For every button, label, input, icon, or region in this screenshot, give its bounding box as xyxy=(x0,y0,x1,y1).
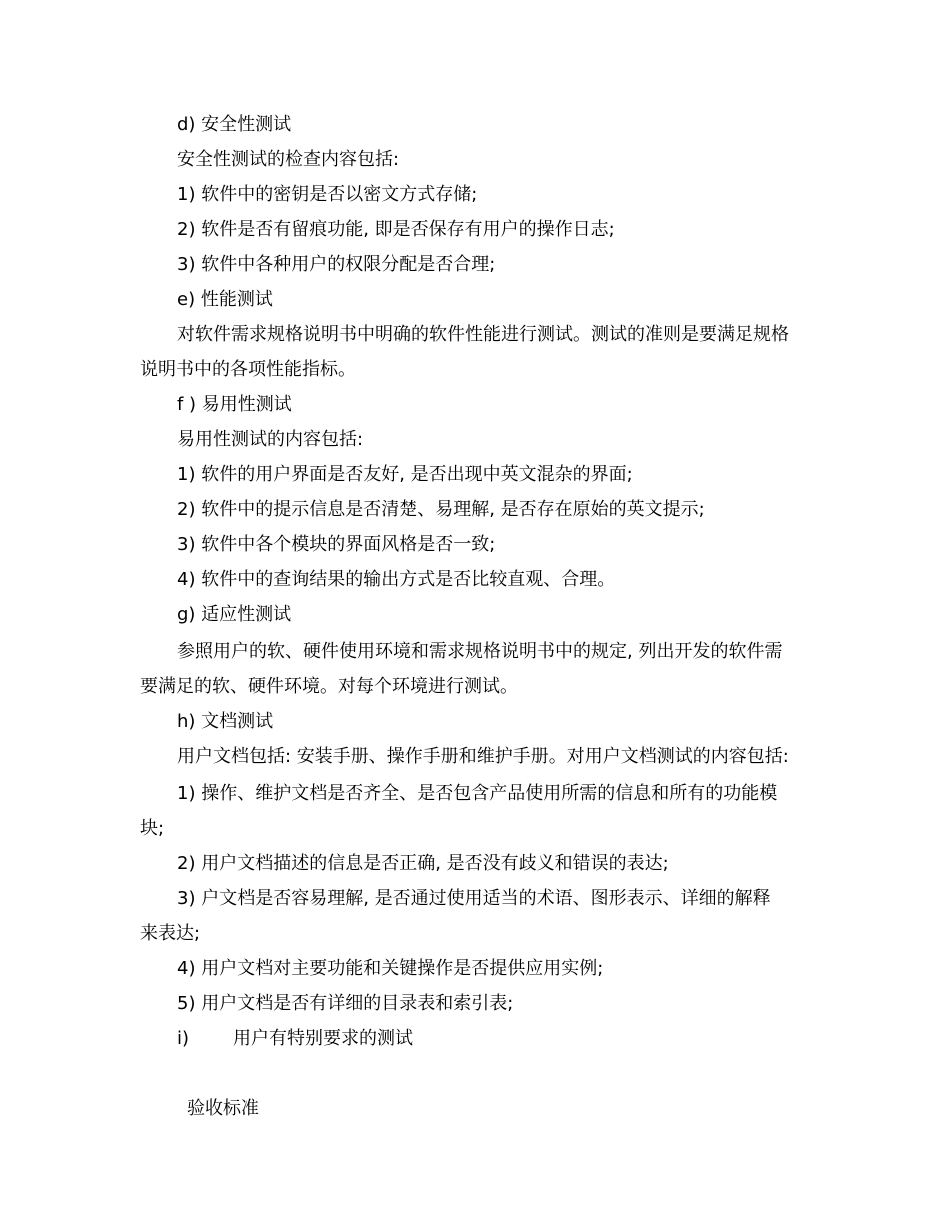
list-item: 5) 用户文档是否有详细的目录表和索引表; xyxy=(177,993,514,1014)
list-item: 2) 软件中的提示信息是否清楚、易理解, 是否存在原始的英文提示; xyxy=(177,499,705,520)
section-heading-acceptance-criteria: 验收标准 xyxy=(187,1098,259,1119)
paragraph-line: 来表达; xyxy=(140,923,201,944)
paragraph-line: 用户文档包括: 安装手册、操作手册和维护手册。对用户文档测试的内容包括: xyxy=(177,746,789,767)
list-item: 4) 用户文档对主要功能和关键操作是否提供应用实例; xyxy=(177,958,604,979)
item-number: i) xyxy=(177,1028,190,1049)
list-item: 2) 软件是否有留痕功能, 即是否保存有用户的操作日志; xyxy=(177,219,615,240)
paragraph-line: 安全性测试的检查内容包括: xyxy=(177,149,400,170)
list-item: 3) 户文档是否容易理解, 是否通过使用适当的术语、图形表示、详细的解释 xyxy=(177,888,771,909)
list-item: 1) 操作、维护文档是否齐全、是否包含产品使用所需的信息和所有的功能模 xyxy=(177,783,778,804)
list-item: 3) 软件中各种用户的权限分配是否合理; xyxy=(177,254,496,275)
paragraph-line: 对软件需求规格说明书中明确的软件性能进行测试。测试的准则是要满足规格 xyxy=(177,324,789,345)
heading-security-test: d) 安全性测试 xyxy=(177,114,292,135)
paragraph-line: 要满足的软、硬件环境。对每个环境进行测试。 xyxy=(140,676,518,697)
heading-adaptability-test: g) 适应性测试 xyxy=(177,604,292,625)
heading-special-requirements-test xyxy=(177,1027,820,1051)
heading-performance-test: e) 性能测试 xyxy=(177,289,273,310)
list-item: 2) 用户文档描述的信息是否正确, 是否没有歧义和错误的表达; xyxy=(177,853,669,874)
list-item: 3) 软件中各个模块的界面风格是否一致; xyxy=(177,534,496,555)
list-item: 4) 软件中的查询结果的输出方式是否比较直观、合理。 xyxy=(177,569,616,590)
item-text: 用户有特别要求的测试 xyxy=(233,1028,413,1049)
paragraph-line: 块; xyxy=(140,818,165,839)
paragraph-line: 说明书中的各项性能指标。 xyxy=(140,359,356,380)
paragraph-line: 易用性测试的内容包括: xyxy=(177,429,364,450)
list-item: 1) 软件的用户界面是否友好, 是否出现中英文混杂的界面; xyxy=(177,464,633,485)
heading-document-test: h) 文档测试 xyxy=(177,711,274,732)
heading-usability-test: f ) 易用性测试 xyxy=(177,394,292,415)
paragraph-line: 参照用户的软、硬件使用环境和需求规格说明书中的规定, 列出开发的软件需 xyxy=(177,641,783,662)
list-item: 1) 软件中的密钥是否以密文方式存储; xyxy=(177,184,478,205)
